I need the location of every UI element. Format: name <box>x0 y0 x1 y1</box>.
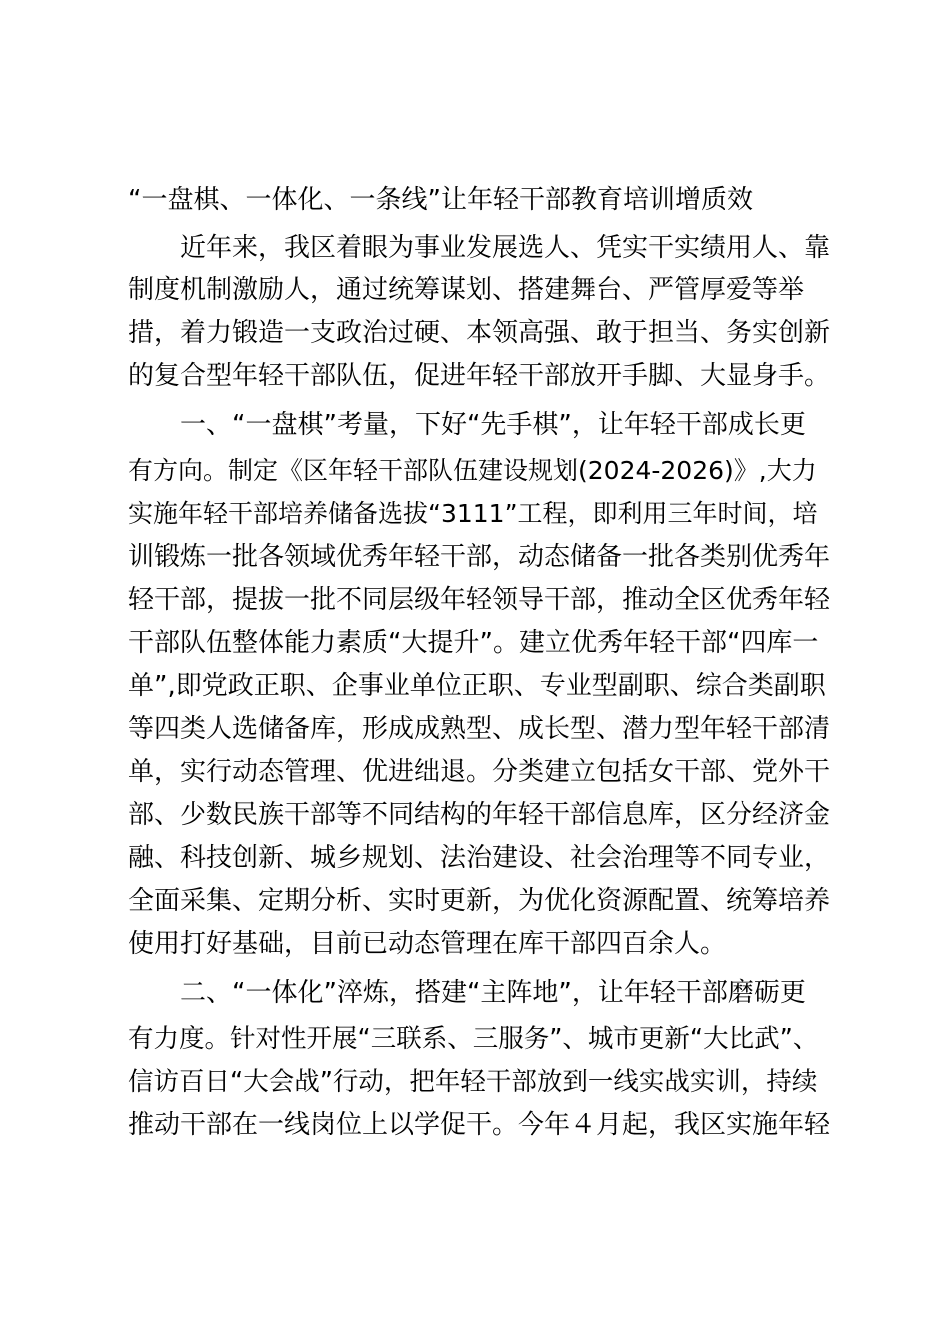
paragraph-line: 的复合型年轻干部队伍，促进年轻干部放开手脚、大显身手。 <box>128 361 831 391</box>
section-heading-line: 二、“一体化”淬炼，搭建“主阵地”，让年轻干部磨砺更 <box>180 978 806 1008</box>
document-title: “一盘棋、一体化、一条线”让年轻干部教育培训增质效 <box>128 185 753 215</box>
paragraph-line: 近年来，我区着眼为事业发展选人、凭实干实绩用人、靠 <box>180 233 831 263</box>
paragraph-line: 实施年轻干部培养储备选拔“3111”工程，即利用三年时间，培 <box>128 499 818 528</box>
paragraph-line: 使用打好基础，目前已动态管理在库干部四百余人。 <box>128 929 727 959</box>
paragraph-line: 干部队伍整体能力素质“大提升”。建立优秀年轻干部“四库一 <box>128 628 819 658</box>
paragraph-line: 制度机制激励人，通过统筹谋划、搭建舞台、严管厚爱等举 <box>128 275 805 305</box>
paragraph-line: 单，实行动态管理、优进绌退。分类建立包括女干部、党外干 <box>128 757 831 787</box>
paragraph-line: 训锻炼一批各领域优秀年轻干部，动态储备一批各类别优秀年 <box>128 542 831 572</box>
paragraph-line: 信访百日“大会战”行动，把年轻干部放到一线实战实训，持续 <box>128 1067 818 1097</box>
paragraph-line: 有方向。制定《区年轻干部队伍建设规划(2024-2026)》,大力 <box>128 456 817 485</box>
paragraph-line: 全面采集、定期分析、实时更新，为优化资源配置、统筹培养 <box>128 886 831 916</box>
section-heading-line: 一、“一盘棋”考量，下好“先手棋”，让年轻干部成长更 <box>180 410 806 440</box>
paragraph-line: 融、科技创新、城乡规划、法治建设、社会治理等不同专业， <box>128 843 831 873</box>
paragraph-line: 轻干部，提拔一批不同层级年轻领导干部，推动全区优秀年轻 <box>128 585 831 615</box>
paragraph-line: 部、少数民族干部等不同结构的年轻干部信息库，区分经济金 <box>128 800 831 830</box>
paragraph-line: 推动干部在一线岗位上以学促干。今年４月起，我区实施年轻 <box>128 1110 831 1140</box>
paragraph-line: 措，着力锻造一支政治过硬、本领高强、敢于担当、务实创新 <box>128 318 831 348</box>
paragraph-line: 有力度。针对性开展“三联系、三服务”、城市更新“大比武”、 <box>128 1024 819 1054</box>
paragraph-line: 单”,即党政正职、企事业单位正职、专业型副职、综合类副职 <box>128 671 826 701</box>
paragraph-line: 等四类人选储备库，形成成熟型、成长型、潜力型年轻干部清 <box>128 714 831 744</box>
